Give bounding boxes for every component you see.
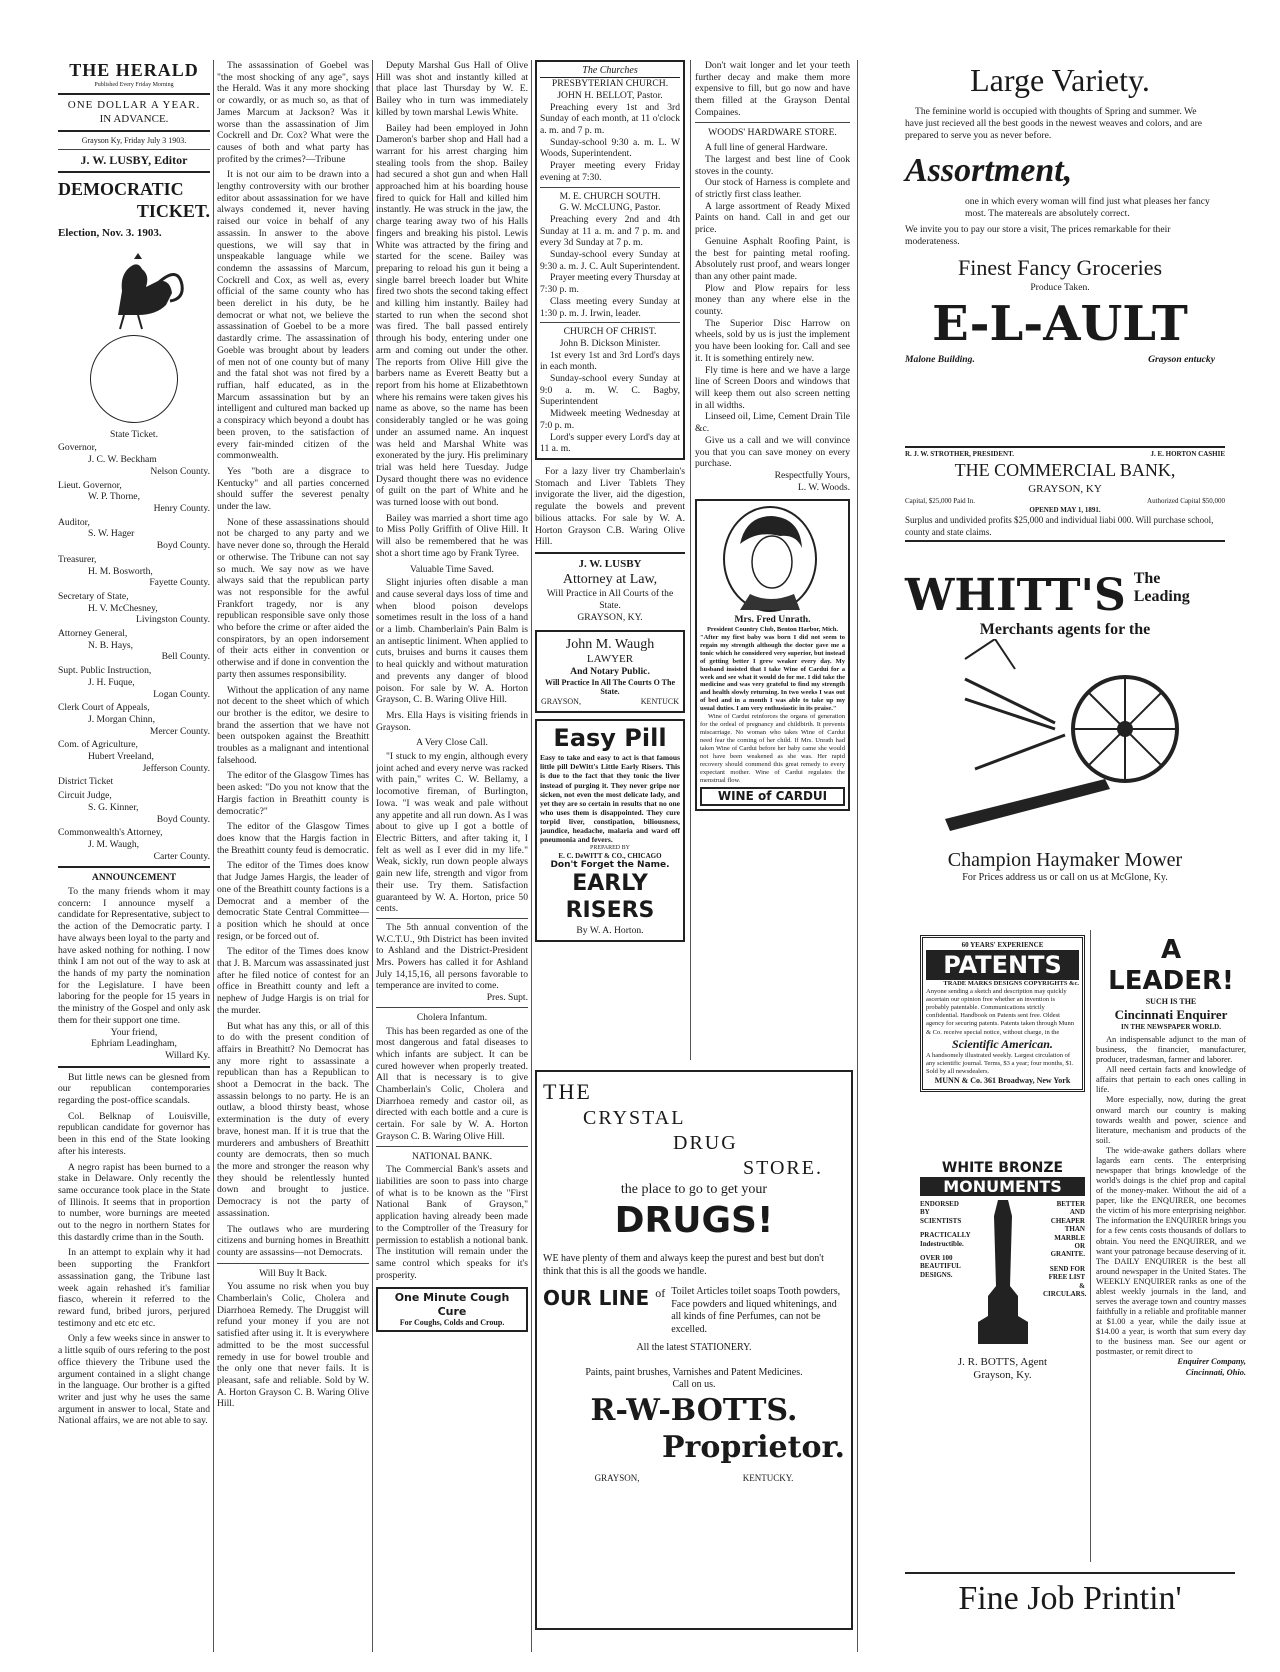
article-paragraph: A negro rapist has been burned to a stake in Delaware. Only recently the same occurance took place in the State of Illinois. It seems that in proportion to number, wore burnings are meeted out to the negro in northern States for this dastardly crime than in the South.	[58, 1161, 210, 1243]
ticket-office: Com. of Agriculture,	[58, 739, 138, 751]
article-paragraph: The assassination of Goebel was "the most shocking of any age", says the Herald. Was it any more shocking or cowardly, or as much so, as that of James Marcum at Jackson? Was it worse than the assassination of Jim Cockrell and Dr. Cox? What were the causes of both and what party has profited by the crimes?—Tribune	[217, 60, 369, 165]
lusby-name: J. W. LUSBY	[578, 557, 642, 570]
woods-p4: A large assortment of Ready Mixed Paints on hand. Call in and get our price.	[695, 200, 850, 236]
easy-pill-sold: By W. A. Horton.	[576, 925, 644, 937]
ticket-title-1: DEMOCRATIC	[58, 179, 184, 200]
ticket-office	[58, 827, 210, 862]
ticket-county: Boyd County.	[156, 813, 210, 825]
crystal-place: the place to go to get your	[620, 1181, 768, 1197]
bank-capital: Capital, $25,000 Paid In.	[905, 496, 975, 505]
crystal-proprietor: Proprietor.	[661, 1430, 845, 1465]
ticket-name: J. Morgan Chinn,	[88, 713, 155, 725]
church-3-school: Sunday-school every Sunday at 9:0 a. m. W. C. Bagby, Superintendent	[540, 373, 680, 408]
ault-assort: Assortment,	[905, 151, 1073, 189]
article-paragraph: Only a few weeks since in answer to a little squib of ours refering to the post office thievery the Tribune used the argument contained in a slight change in the language. Our brother is a gifted writer and just why he uses the same argument in answer to local, State and National affairs, we are not able to say.	[58, 1333, 210, 1427]
ticket-office: Clerk Court of Appeals,	[58, 702, 150, 714]
ticket-county: Carter County.	[153, 850, 210, 862]
patents-body: Anyone sending a sketch and description may quickly ascertain our opinion free whether an invention is probably patentable. Communications strictly confidential. Handbook on Patents sent free. Oldest agency for securing patents. Patents taken through Munn & Co. receive special notice, without charge, in the	[926, 987, 1075, 1036]
article-paragraph: In an attempt to explain why it had been supporting the Frankfort assassination gang, the Tribune last week again rehashed it's familiar fiasco, wherein it referred to the reward fund, bribed jurors, perjured testimony and etc etc etc.	[58, 1247, 210, 1329]
ault-produce: Produce Taken.	[1030, 281, 1090, 293]
easy-pill-ad	[535, 719, 685, 942]
job-printing-title: Fine Job Printin'	[958, 1580, 1182, 1617]
woods-sign-2: L. W. Woods.	[797, 481, 850, 493]
rooster-icon	[58, 245, 210, 331]
masthead-advance: IN ADVANCE.	[99, 112, 169, 125]
bronze-city: Grayson, Ky.	[973, 1369, 1032, 1382]
enquirer-world: IN THE NEWSPAPER WORLD.	[1121, 1022, 1221, 1031]
woods-p3: Our stock of Harness is complete and of strictly first class leather.	[695, 177, 850, 201]
liver-notice: For a lazy liver try Chamberlain's Stomach and Liver Tablets They invigorate the liver, aid the digestion, regulate the bowels and prevent bilious attacks. For sale by W. A. Horton Grayson C.B. Waring Olive Hill.	[535, 465, 685, 548]
ault-city: Grayson	[1148, 353, 1182, 365]
whitt-prices: For Prices address us or call on us at McGlone, Ky.	[962, 872, 1168, 883]
crystal-p1: WE have plenty of them and always keep the purest and best but don't think that this is all the goods we handle.	[543, 1253, 824, 1277]
enquirer-such: SUCH IS THE	[1145, 997, 1197, 1007]
ticket-office: Auditor,	[58, 516, 90, 528]
article-paragraph: But what has any this, or all of this to do with the present condition of affairs in Breathitt? No Democrat has any more right to assassinate a republican than has a Republican to shoot a Democrat in the back. The assassin belongs to no party. He is an outlaw, a blood thirsty beast, whose extermination is the duty of every brave, honest man. If it is true that the murderers and ambushers of Breathitt county are democrats, then so much the more and stronger the reason why they should be relentlessly hunted down and brought to justice. Democracy is not the party of assassination.	[217, 1020, 369, 1219]
ticket-county: Nelson County.	[150, 465, 210, 477]
bronze-r1: BETTER AND	[1056, 1199, 1085, 1217]
ticket-office	[58, 517, 210, 552]
lusby-city: GRAYSON, KY.	[577, 611, 643, 623]
woods-p2: The largest and best line of Cook stoves in the county.	[695, 153, 850, 177]
ault-ad	[905, 60, 1215, 366]
church-1-pastor: JOHN H. BELLOT, Pastor.	[557, 89, 663, 101]
column-4	[535, 60, 685, 942]
ault-p2: one in which every woman will find just what pleases her fancy most. The matereals are absolutely correct.	[965, 196, 1210, 220]
bank-cashier: J. E. HORTON CASHIE	[1150, 450, 1225, 458]
ticket-office	[58, 739, 210, 774]
crystal-rwbotts: R-W-BOTTS.	[590, 1392, 798, 1428]
ticket-office	[58, 776, 210, 788]
ticket-office	[58, 554, 210, 589]
article-paragraph: Bailey had been employed in John Dameron's barber shop and Hall had a warrant for his arrest charging him stealing tools from the shop. Bailey had secured a shot gun and when Hall approached him at his boarding house fired to quick for Hall and killed him instantly. He was struck in the jaw, the charge tearing away two of his Halls fingers and breaking his pistol. Lewis White was attracted by the firing and started for the scene. Bailey was preparing to reload his gun it being a single barrel breech loader but White fired two shots the second taking effect and killing him instantly. Bailey had started to run when the second shot was fired. The ball passed entirely through his body, entering under one arm and coming out under the other. The reports from Olive Hill give the barbers name as Everett Beatty but a report from his home at Elizabethtown where his remains were taken gives his name as above, so the name has been considerably tangled or he was going under an assumed name. An inquest was held and Marshal White was exonerated by the jury. His preliminary trial was held here Tuesday. Judge Dysard thought there was no evidence of guilt on the part of White and he was turned loose with out bond.	[376, 122, 528, 509]
hays-note: Mrs. Ella Hays is visiting friends in Grayson.	[376, 709, 528, 733]
bronze-endorsed: ENDORSED BY SCIENTISTS	[920, 1199, 962, 1225]
masthead-price: ONE DOLLAR A YEAR.	[67, 99, 201, 112]
column-2-paragraphs	[217, 60, 369, 1259]
valuable-head: Valuable Time Saved.	[410, 563, 494, 575]
enquirer-name: Cincinnati Enquirer	[1114, 1006, 1228, 1022]
natbank-body: The Commercial Bank's assets and liabilities are soon to pass into charge of what is to be known as the "First National Bank of Grayson," application having already been made to the Comptroller of the Treasury for permission to establish a notional bank. The institution will remain under the same control which speaks for it's prosperity.	[376, 1164, 528, 1281]
column-1	[58, 60, 210, 1431]
bronze-r5: SEND FOR FREE LIST & CIRCULARS.	[1043, 1264, 1087, 1298]
crystal-store: STORE.	[743, 1156, 823, 1179]
patents-ad	[920, 935, 1085, 1092]
crystal-word: CRYSTAL	[583, 1106, 686, 1129]
wctu-sign: Pres. Supt.	[486, 992, 528, 1004]
ticket-office: District Ticket	[58, 776, 114, 788]
church-2-prayer: Prayer meeting every Thursday at 7:30 p. m.	[540, 272, 680, 296]
ticket-office: Treasurer,	[58, 553, 97, 565]
crystal-drug-ad	[535, 1070, 853, 1630]
church-1-prayer: Prayer meeting every Friday evening at 7:30.	[540, 160, 680, 183]
woman-portrait-icon	[700, 504, 845, 614]
bank-opened: OPENED MAY 1, 1891.	[1029, 505, 1101, 514]
article-paragraph: Bailey was married a short time ago to Miss Polly Griffith of Olive Hill. It will also be remembered that he was shot a short time ago by Frank Tyree.	[376, 512, 528, 559]
easy-pill-maker: E. C. DeWITT & CO., CHICAGO	[558, 851, 662, 860]
whitt-ad	[905, 570, 1225, 910]
article-paragraph: Yes "both are a disgrace to Kentucky" and all parties concerned should suffer the severest penalty under the law.	[217, 465, 369, 513]
dental-notice: Don't wait longer and let your teeth further decay and make them more expensive to fill, but go now and have them filled at the Grayson Dental Compaines.	[695, 60, 850, 118]
bronze-title: WHITE BRONZE	[941, 1160, 1064, 1176]
whitt-leading: Leading	[1133, 588, 1190, 605]
article-paragraph: The outlaws who are murdering citizens and burning homes in Breathitt county are assassins—not Democrats.	[217, 1223, 369, 1258]
ticket-name: Hubert Vreeland,	[88, 751, 154, 763]
church-3-midweek: Midweek meeting Wednesday at 7:0 p. m.	[540, 408, 680, 431]
crystal-drug: DRUG	[673, 1131, 738, 1154]
ault-name: E-L-AULT	[932, 295, 1188, 352]
column-2	[217, 60, 369, 1410]
crystal-city: GRAYSON,	[594, 1472, 640, 1483]
crystal-ourline: OUR LINE	[543, 1286, 650, 1310]
article-paragraph: The editor of the Glasgow Times has been asked: "Do you not know that the Hargis faction in Breathitt county is democratic?"	[217, 770, 369, 817]
mower-icon	[905, 639, 1225, 849]
will-buy-body: You assume no risk when you buy Chamberlain's Colic, Cholera and Diarrhoea Remedy. The Druggist will refund your money if you are not satisfied after using it. It is everywhere admitted to be the most successful remedy in use for bowel trouble and the only one that never fails. It is pleasant, safe and reliable. Sold by W. A. Horton Grayson C. B. Waring Olive Hill.	[217, 1281, 369, 1410]
ault-building: Malone Building.	[905, 353, 975, 365]
valuable-body: Slight injuries often disable a man and cause several days loss of time and when blood poison develops sometimes result in the loss of a hand or a limb. Chamberlain's Pain Balm is an antiseptic liniment. When applied to cuts, bruises and burns it causes them to heal quickly and without maturation and prevents any danger of blood poison. For sale by W. A. Horton Grayson, C. B. Waring Olive Hill.	[376, 577, 528, 706]
ault-groceries: Finest Fancy Groceries	[957, 255, 1163, 281]
crystal-the: THE	[543, 1079, 592, 1104]
early-risers-title: EARLY RISERS	[565, 871, 655, 924]
ault-state: entucky	[1184, 353, 1215, 365]
article-paragraph: It is not our aim to be drawn into a lengthy controversity with our brother editor about assassination for we have always condemed it, never having raised our voice in behalf of any assassin. In answer to the above questions, we will say that in unspeakable language while we condemn the assassins of Marcum, Cockrell and Cox, as well as, every official of the same county who has been derelict in his duty, be he democrat or what not, we believe the assassination of Goebel to be a more dastardly crime. The assassination of Goeble was brought about by leaders of men not of one county but of many and the fatal shot was not fired by a ruffian, half educated, as in the Marcum assassination but by an intelligent and cultured man backed up a conspiracy which beyond a doubt has been proven, to the satisfaction of every fair-minded citizen of the commonwealth.	[217, 169, 369, 462]
cholera-head: Cholera Infantum.	[416, 1011, 488, 1023]
crystal-p2: Toilet Articles toilet soaps Tooth powders, Face powders and liqued whitenings, and all kinds of fine Perfumes, can not be excelled.	[671, 1286, 841, 1335]
ticket-office	[58, 702, 210, 737]
ticket-county: Mercer County.	[149, 725, 210, 737]
easy-pill-forget: Don't Forget the Name.	[550, 860, 670, 871]
ticket-office: Supt. Public Instruction,	[58, 665, 152, 677]
article-paragraph: The editor of the Glasgow Times does know that the Hargis faction in the Breathitt county feud is democratic.	[217, 821, 369, 856]
whitt-agents: Merchants agents for the	[979, 621, 1151, 638]
bronze-agent: J. R. BOTTS, Agent	[957, 1355, 1048, 1368]
waugh-practice: Will Practice In All The Courts O The State.	[544, 677, 675, 697]
bronze-mon: MONUMENTS	[920, 1177, 1085, 1196]
church-3-minister: John B. Dickson Minister.	[559, 337, 661, 349]
cardui-body-2: Wine of Cardui reinforces the organs of generation for the ordeal of pregnancy and childbirth. It prevents miscarriage. No woman who takes Wine of Cardui need fear the coming of her child. If Mrs. Unrath had taken Wine of Cardui before her baby came she would not have been weakened as she was. Her rapid recovery should commend this great remedy to every expectant mother. Wine of Cardui regulates the menstrual flow.	[700, 713, 845, 784]
ticket-office	[58, 628, 210, 663]
masthead-title: THE HERALD	[69, 60, 199, 80]
article-paragraph: None of these assassinations should not be charged to any party and we have never done so, through the Herald or otherwise. The Tribune can not say so much. We say now as we have always said that the republican party was not responsible for the awful Frankfort tragedy, nor is any republican responsible save only those who before the crime or after aided the conspirators, by an open indorsement of their acts either in convention or otherwise and if done in convention the party then assumes responsibility.	[217, 516, 369, 680]
job-printing	[905, 1572, 1235, 1618]
woods-p9: Linseed oil, Lime, Cement Drain Tile &c.	[695, 411, 850, 435]
ault-p1: The feminine world is occupied with thoughts of Spring and summer. We have just recieved all the best goods in the newest weaves and colors, and are prepared to serve you as never before.	[905, 106, 1203, 141]
column-3-paragraphs	[376, 60, 528, 560]
patents-years: 60 YEARS' EXPERIENCE	[961, 941, 1044, 949]
lusby-practice: Will Practice in All Courts of the State.	[546, 588, 674, 612]
ticket-county: Jefferson County.	[142, 762, 210, 774]
bank-auth: Authorized Capital $50,000	[1147, 496, 1225, 505]
church-2-school: Sunday-school every Sunday at 9:30 a. m. J. C. Ault Superintendent.	[540, 249, 680, 272]
article-paragraph: The editor of the Times does know that Judge James Hargis, the leader of one of the Breathitt county factions is a Democrat and a member of the democratic State Central Committee—a position which he should at once resign, or be forced out of.	[217, 860, 369, 942]
minute-cough-title: One Minute Cough Cure	[394, 1291, 510, 1318]
article-paragraph: Col. Belknap of Louisville, republican candidate for governor has been in this end of the State looking after his interests.	[58, 1110, 210, 1157]
bronze-designs: OVER 100 BEAUTIFUL DESIGNS.	[920, 1253, 961, 1279]
blank-circle	[90, 335, 178, 423]
ticket-name: N. B. Hays,	[88, 639, 134, 651]
waugh-city: GRAYSON,	[541, 697, 581, 707]
patents-sciam: Scientific American.	[952, 1036, 1053, 1051]
waugh-state: KENTUCK	[640, 697, 679, 707]
woods-p8: Fly time is here and we have a large line of Screen Doors and windows that will keep them out also screen netting in all widths.	[695, 364, 850, 411]
patents-marks: TRADE MARKS DESIGNS COPYRIGHTS &c.	[943, 979, 1079, 987]
bronze-r3: MARBLE	[1054, 1233, 1085, 1242]
church-1-preaching: Preaching every 1st and 3rd Sunday of each month, at 11 o'clock a. m. and 7 p. m.	[540, 101, 680, 136]
churches-box	[535, 60, 685, 460]
announcement-head: ANNOUNCEMENT	[91, 872, 177, 884]
ticket-name: S. W. Hager	[88, 528, 135, 540]
ticket-election: Election, Nov. 3. 1903.	[58, 227, 162, 240]
masthead-editor: J. W. LUSBY, Editor	[80, 152, 188, 167]
cardui-brand: WINE of CARDUI	[700, 787, 845, 806]
article-paragraph: But little news can be glesned from our republican contemporaries regarding the post-office scandals.	[58, 1071, 210, 1107]
minute-cough-ad	[376, 1287, 528, 1332]
monument-icon	[968, 1196, 1038, 1346]
crystal-state: KENTUCKY.	[742, 1472, 794, 1483]
ticket-office: Lieut. Governor,	[58, 479, 122, 491]
church-2-class: Class meeting every Sunday at 1:30 p. m. J. Irwin, leader.	[540, 295, 680, 319]
bank-president: R. J. W. STROTHER, PRESIDENT.	[905, 450, 1014, 458]
cardui-ad	[695, 499, 850, 811]
patents-word: PATENTS	[926, 950, 1079, 980]
ticket-office: Attorney General,	[58, 628, 128, 640]
wctu-body: The 5th annual convention of the W.C.T.U., 9th District has been invited to Ashland and the District-President Mrs. Powers has called it for Ashland July 14,15,16, all persons favorable to temperance are invited to come.	[376, 921, 528, 992]
patents-body-2: A handsomely illustrated weekly. Largest circulation of any scientific journal. Terms, $3 a year; four months, $1. Sold by all newsdealers.	[926, 1051, 1074, 1075]
ticket-office	[58, 665, 210, 700]
masthead-published: Published Every Friday Morning	[94, 81, 174, 88]
ticket-county: Henry County.	[153, 502, 210, 514]
whitt-mower: Champion Haymaker Mower	[947, 849, 1183, 871]
enquirer-p2: All need certain facts and knowledge of affairs that pertain to each ones calling in life.	[1096, 1065, 1246, 1095]
ault-p3: We invite you to pay our store a visit, The prices remarkable for their moderateness.	[905, 224, 1171, 248]
ticket-county: Bell County.	[161, 651, 210, 663]
churches-head: The Churches	[540, 65, 680, 78]
ticket-office-list	[58, 442, 210, 862]
article-paragraph: Deputy Marshal Gus Hall of Olive Hill was shot and instantly killed at that place last Thursday by W. E. Bailey who in turn was immediately killed by town marshal Lewis White.	[376, 60, 528, 118]
article-paragraph: Without the application of any name not decent to the sheet which of which our brother is the editor, we desire to brand the assertion that we have not been outspoken against the Breathitt troubles as a malignant and intentional falsehood.	[217, 684, 369, 766]
bronze-ad	[920, 1160, 1085, 1382]
whitt-the: The	[1133, 570, 1161, 587]
masthead-date: Grayson Ky, Friday July 3 1903.	[81, 136, 187, 146]
ticket-name: H. M. Bosworth,	[88, 565, 153, 577]
ticket-office	[58, 790, 210, 825]
woods-p5: Genuine Asphalt Roofing Paint, is the best for painting metal roofing. Absolutely rust proof, and wears longer than any other paint made.	[695, 235, 850, 282]
bank-surplus: Surplus and undivided profits $25,000 and individual liabi 000. Will purchase school, county and state claims.	[905, 514, 1214, 537]
ticket-office: Governor,	[58, 442, 97, 454]
column-3	[376, 60, 528, 1332]
ault-large: Large Variety.	[970, 62, 1150, 98]
woods-head: WOODS' HARDWARE STORE.	[708, 126, 837, 138]
announcement-sign-2: Ephriam Leadingham,	[91, 1038, 177, 1050]
easy-pill-body: Easy to take and easy to act is that famous little pill DeWitt's Little Early Risers. This is due to the fact that they tonic the liver instead of purging it. They never gripe nor sicken, not even the most delicate lady, and yet they are so certain in results that no one who uses them is disappointed. They cure torpid liver, constipation, biliousness, jaundice, headache, malaria and ward off pneumonia and fevers.	[540, 753, 680, 845]
crystal-of: of	[655, 1286, 666, 1300]
ticket-county: Livingston County.	[136, 614, 210, 626]
announcement-sign-1: Your friend,	[110, 1026, 158, 1038]
waugh-notary: And Notary Public.	[570, 665, 650, 677]
easy-pill-title: Easy Pill	[553, 723, 667, 752]
bronze-r2: CHEAPER THAN	[1050, 1216, 1085, 1234]
ticket-office: Secretary of State,	[58, 590, 129, 602]
cardui-body: "After my first baby was born I did not seem to regain my strength although the doctor gave me a tonic which he considered very superior, but instead of getting better I grew weaker every day. My husband insisted that I take Wine of Cardui for a week and see what it would do for me. I did take the medicine and was very grateful to find my strength and health slowly returning. In two weeks I was out of bed and in a month I was able to take up my usual duties. I am very enthusiastic in its praise."	[700, 633, 845, 713]
church-3-days: 1st every 1st and 3rd Lord's days in each month.	[540, 349, 680, 373]
veryclose-head: A Very Close Call.	[416, 737, 488, 749]
whitt-name: WHITT'S	[905, 570, 1126, 621]
enquirer-p4: The wide-awake gathers dollars where lagards earn cents. The enterprising newspaper that brings knowledge of the world's doings is the chief prop and capital of the money-maker. Without the aid of a paper, like the ENQUIRER, one becomes the victim of his more enterprising neighbor. The information the ENQUIRER brings you for a few cents costs thousands of dollars to obtain. You need the ENQUIRER, and we want your patronage because deserving of it. The DAILY ENQUIRER is the best all around newspaper in the United States. The WEEKLY ENQUIRER ranks as one of the ablest weekly journals in the land, and serves the average town and country masses faithfully in a reliable and profitable manner at $1.00 a year, while the daily issue at $14.00 a year, is worth that sum every day to the business man. See our agent or postmaster, or remit direct to	[1096, 1145, 1246, 1357]
church-3-supper: Lord's supper every Lord's day at 11 a. m.	[540, 431, 680, 455]
ticket-name: W. P. Thorne,	[88, 491, 140, 503]
veryclose-body: "I stuck to my engin, although every joint ached and every nerve was racked with pain," writes C. W. Bellamy, a locomotive fireman, of Burlington, Iowa. "I was weak and pale without any appetite and all run down. As I was about to give up I got a bottle of Electric Bitters, and after taking it, I felt as well as I ever did in my life." Weak, sickly, run down people always gain new life, strength and vigor from their use. Try them. Satisfaction guaranteed by W. A. Horton, price 50 cents.	[376, 751, 528, 915]
bronze-r4: OR GRANITE.	[1050, 1241, 1085, 1259]
ticket-county: Boyd County.	[156, 540, 210, 552]
crystal-callon: Call on us.	[672, 1379, 716, 1390]
cardui-name: Mrs. Fred Unrath.	[734, 614, 811, 626]
patents-munn: MUNN & Co. 361 Broadway, New York	[934, 1076, 1071, 1085]
woods-sign-1: Respectfully Yours,	[774, 469, 850, 481]
crystal-p3: All the latest STATIONERY.	[636, 1342, 752, 1353]
crystal-p4: Paints, paint brushes, Varnishes and Patent Medicines.	[585, 1366, 803, 1378]
enquirer-p1: An indispensable adjunct to the man of business, the financier, manufacturer, producer, tradesman, farmer and laborer.	[1096, 1034, 1246, 1065]
enquirer-city: Cincinnati, Ohio.	[1185, 1367, 1246, 1377]
ticket-office: Commonwealth's Attorney,	[58, 827, 163, 839]
minute-cough-sub: For Coughs, Colds and Croup.	[399, 1318, 505, 1328]
enquirer-leader: A LEADER!	[1108, 935, 1234, 997]
ticket-county: Logan County.	[153, 688, 210, 700]
column-1-paragraphs	[58, 1072, 210, 1427]
church-2-pastor: G. W. McCLUNG, Pastor.	[559, 202, 661, 214]
woods-p7: The Superior Disc Harrow on wheels, sold by us is just the implement you have been looking for. Call and see it. It is something entirely new.	[695, 317, 850, 364]
will-buy-head: Will Buy It Back.	[259, 1267, 327, 1279]
woods-p6: Plow and Plow repairs for less money than any where else in the county.	[695, 282, 850, 318]
article-paragraph: The editor of the Times does know that J. B. Marcum was assassinated just after he filed notice of contest for an office in Breathitt county and left a nephew of Judge Hargis is on trial for the murder.	[217, 946, 369, 1016]
cholera-body: This has been regarded as one of the most dangerous and fatal diseases to which infants are subject. It can be cured however when properly treated. All that is necessary is to give Chamberlain's Colic, Cholera and Diarrhoea remedy and castor oil, as directed with each bottle and a cure is certain. For sale by W. A. Horton Grayson C. B. Waring Olive Hill.	[376, 1025, 528, 1142]
ticket-name: J. M. Waugh,	[88, 838, 140, 850]
ticket-name: J. C. W. Beckham	[88, 454, 157, 466]
lusby-card	[535, 558, 685, 624]
easy-pill-prep: PREPARED BY	[590, 844, 630, 851]
church-2-head: M. E. CHURCH SOUTH.	[559, 190, 661, 202]
ticket-name: J. H. Fuque,	[88, 676, 135, 688]
church-3-head: CHURCH OF CHRIST.	[563, 326, 657, 338]
bank-city: GRAYSON, KY	[1028, 483, 1102, 496]
woods-p1: A full line of general Hardware.	[705, 142, 828, 154]
enquirer-ad	[1096, 935, 1246, 1378]
ticket-title-2: TICKET.	[136, 201, 210, 222]
ticket-name: H. V. McChesney,	[88, 602, 158, 614]
column-5	[695, 60, 850, 811]
crystal-drugs: DRUGS!	[614, 1200, 774, 1241]
announcement-sign-3: Willard Ky.	[165, 1049, 210, 1061]
ticket-office	[58, 480, 210, 515]
state-ticket-label: State Ticket.	[110, 428, 158, 440]
church-1-school: Sunday-school 9:30 a. m. L. W Woods, Superintendent.	[540, 136, 680, 160]
church-1-head: PRESBYTERIAN CHURCH.	[551, 78, 669, 90]
enquirer-p3: More especially, now, during the great onward march our country is making towards wealth and power, science and literature, mechanism and products of the soil.	[1096, 1095, 1246, 1145]
ticket-office	[58, 591, 210, 626]
enquirer-co: Enquirer Company,	[1177, 1357, 1246, 1367]
natbank-head: NATIONAL BANK.	[411, 1150, 493, 1162]
waugh-title: LAWYER	[586, 652, 634, 665]
ticket-county: Fayette County.	[149, 577, 210, 589]
lusby-title: Attorney at Law,	[562, 572, 658, 588]
bank-name: THE COMMERCIAL BANK,	[954, 460, 1176, 481]
waugh-name: John M. Waugh	[565, 636, 655, 652]
woods-p10: Give us a call and we will convince you that you can save money on every purchase.	[695, 434, 850, 470]
church-2-preaching: Preaching every 2nd and 4th Sunday at 11 a. m. and 7 p. m. and every 3d Sunday at 7 p. m.	[540, 213, 680, 249]
ticket-name: S. G. Kinner,	[88, 801, 139, 813]
ticket-office	[58, 442, 210, 477]
ticket-office: Circuit Judge,	[58, 790, 112, 802]
cardui-sub: President Country Club, Benton Harbor, Mich.	[706, 626, 839, 634]
waugh-card	[535, 630, 685, 713]
announcement-body: To the many friends whom it may concern: I announce myself a candidate for Representative, subject to the action of the Democratic party. I have always been loyal to the party and have asked nothing for nothing. I now think I am not out of the way to ask at the hands of my party the nomination for the Legislature. I have been laboring for the people for 15 years in the ministry of the Gospel and only ask them for their support one time.	[58, 886, 210, 1026]
bank-ad	[905, 446, 1225, 542]
bronze-indestructible: PRACTICALLY Indestructible.	[920, 1231, 971, 1248]
